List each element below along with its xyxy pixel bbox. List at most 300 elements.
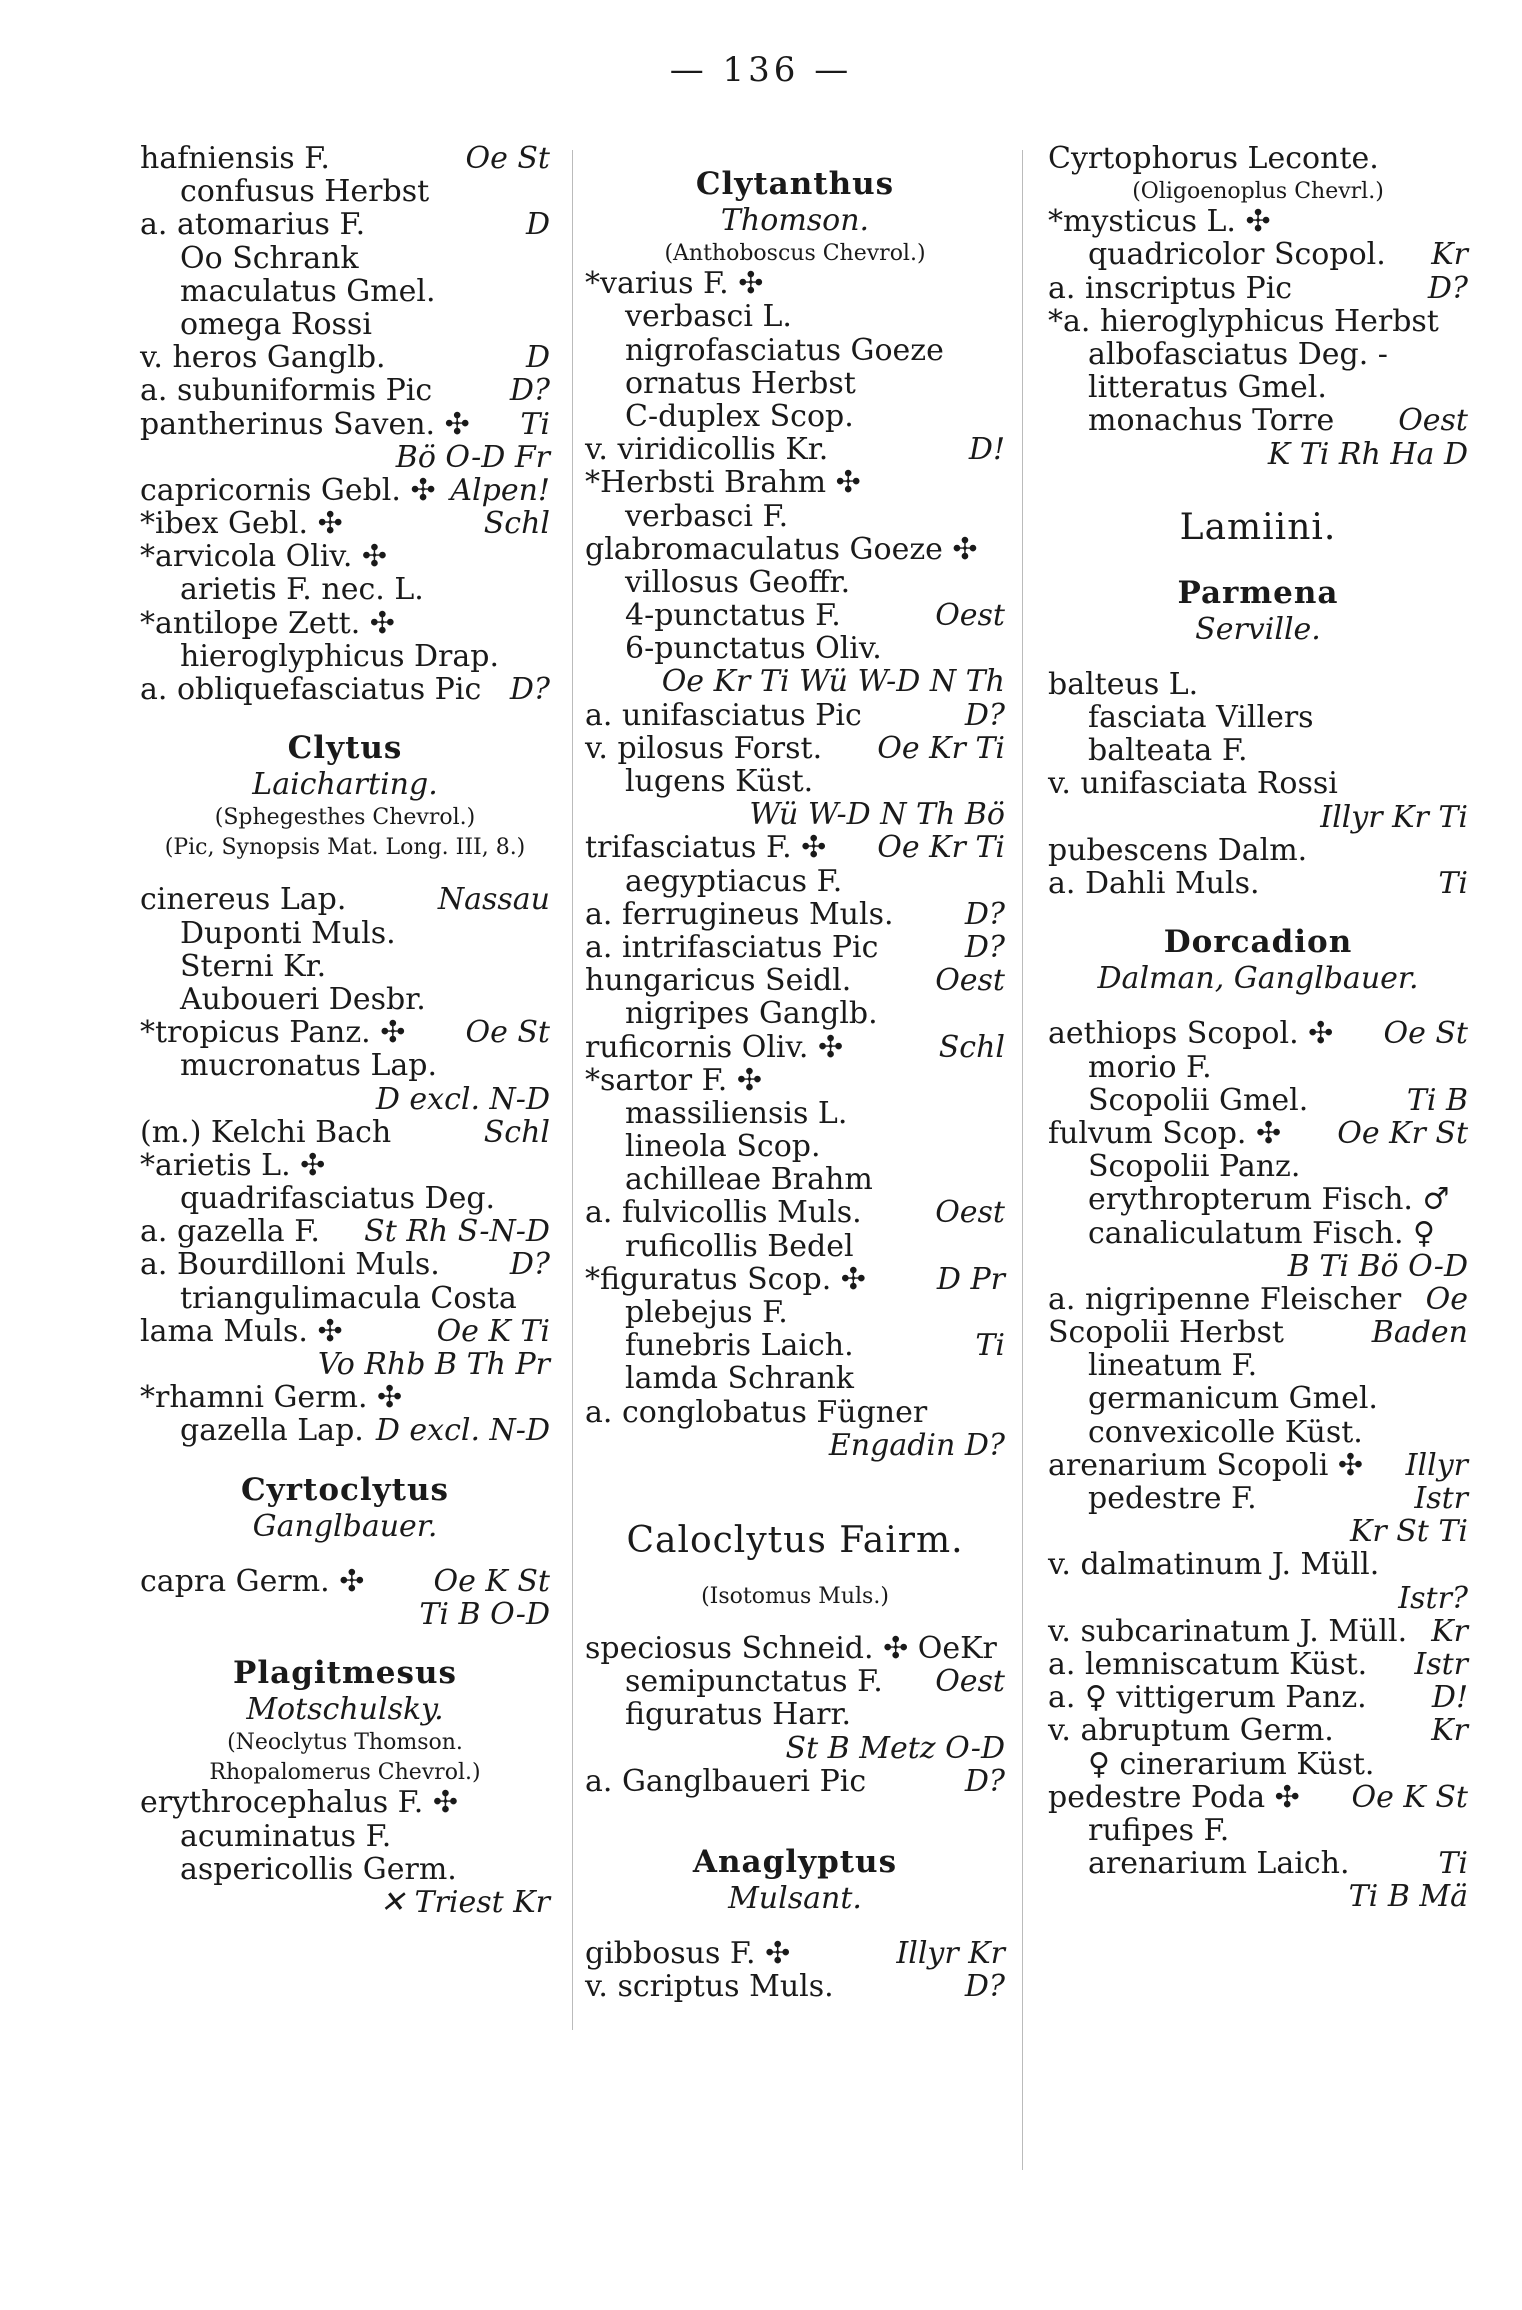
species-entry [1048, 1648, 1468, 1681]
species-name: a. gazella F. [140, 1214, 320, 1250]
species-entry [140, 308, 550, 341]
species-entry [1048, 1449, 1468, 1482]
species-entry [585, 765, 1005, 798]
genus-heading: Plagitmesus [233, 1655, 457, 1692]
species-name: semipunctatus F. [625, 1664, 883, 1700]
species-entry [140, 1853, 550, 1886]
species-name: hungaricus Seidl. [585, 963, 852, 999]
genus-heading: Clytanthus [695, 166, 895, 202]
distribution: Oe K Ti [436, 1313, 550, 1349]
species-name: erythrocephalus F. ✣ [140, 1785, 458, 1821]
distribution: Baden [1371, 1315, 1468, 1351]
spacer [585, 1462, 1005, 1484]
synonym-note: (Isotomus Muls.) [701, 1583, 889, 1609]
distribution-line: St B Metz O-D [785, 1730, 1005, 1766]
distribution: Kr [1431, 1713, 1468, 1749]
species-entry [140, 607, 550, 640]
species-name: morio F. [1088, 1049, 1212, 1085]
synonym-note: (Oligoenoplus Chevrl.) [1132, 179, 1384, 205]
spacer [585, 1915, 1005, 1937]
species-name: speciosus Schneid. ✣ OeKr [585, 1630, 997, 1666]
species-name: *mysticus L. ✣ [1048, 204, 1271, 240]
species-entry [140, 1565, 550, 1598]
distribution: Istr [1414, 1481, 1468, 1516]
species-entry [140, 1215, 550, 1248]
species-entry [585, 831, 1005, 864]
species-name: pantherinus Saven. ✣ [140, 406, 470, 442]
distribution-line: Oe Kr Ti Wü W-D N Th [661, 664, 1005, 700]
species-entry [140, 1820, 550, 1853]
species-name: villosus Geoffr. [625, 564, 851, 600]
distribution-line: Bö O-D Fr [395, 439, 550, 475]
species-entry [585, 1130, 1005, 1163]
distribution: Oe K St [433, 1563, 550, 1599]
distribution: D [525, 207, 550, 243]
species-entry [585, 400, 1005, 433]
species-name: (m.) Kelchi Bach [140, 1114, 392, 1150]
distribution-line: K Ti Rh Ha D [1267, 436, 1468, 472]
species-entry [585, 1329, 1005, 1362]
species-name: erythropterum Fisch. ♂ [1088, 1182, 1450, 1218]
genus-heading: Lamiini. [1179, 506, 1337, 548]
distribution-line: Illyr Kr Ti [1320, 799, 1468, 835]
genus-heading: Caloclytus Fairm. [626, 1519, 964, 1561]
species-entry [1048, 1283, 1468, 1316]
species-entry [140, 540, 550, 573]
species-entry [140, 175, 550, 208]
genus-heading: Parmena [1177, 574, 1339, 611]
species-name: v. viridicollis Kr. [585, 432, 829, 468]
species-name: ruficornis Oliv. ✣ [585, 1029, 844, 1065]
species-name: aegyptiacus F. [625, 863, 843, 899]
species-name: germanicum Gmel. [1088, 1381, 1378, 1417]
spacer [585, 1610, 1005, 1632]
species-entry [1048, 867, 1468, 900]
species-entry [585, 1362, 1005, 1395]
species-name: quadricolor Scopol. [1088, 237, 1386, 273]
species-entry [1048, 1681, 1468, 1714]
species-name: lamda Schrank [625, 1361, 854, 1397]
distribution: Ti [1438, 1846, 1468, 1882]
genus-author: Dalman, Ganglbauer. [1097, 961, 1419, 997]
distribution: Alpen! [450, 472, 550, 508]
distribution: Oe [1425, 1281, 1468, 1317]
spacer [585, 1798, 1005, 1820]
species-entry [140, 673, 550, 706]
distribution: Oest [935, 598, 1005, 634]
species-entry [585, 433, 1005, 466]
species-name: a. inscriptus Pic [1048, 270, 1293, 306]
species-entry [585, 632, 1005, 665]
species-name: 4-punctatus F. [625, 598, 841, 634]
species-entry [1048, 1217, 1468, 1250]
species-entry [140, 408, 550, 441]
species-name: a. conglobatus Fügner [585, 1394, 928, 1430]
species-name: v. heros Ganglb. [140, 340, 386, 376]
distribution: D? [964, 1763, 1005, 1799]
species-name: Scopolii Gmel. [1088, 1082, 1309, 1118]
species-entry [140, 275, 550, 308]
species-entry [1048, 1748, 1468, 1781]
genus-author: Laicharting. [252, 767, 438, 803]
species-name: aethiops Scopol. ✣ [1048, 1016, 1334, 1052]
distribution-line: B Ti Bö O-D [1287, 1248, 1468, 1284]
species-name: pedestre Poda ✣ [1048, 1779, 1300, 1815]
species-entry [1048, 1814, 1468, 1847]
species-entry [140, 1149, 550, 1182]
species-entry [140, 1016, 550, 1049]
species-entry [585, 997, 1005, 1030]
species-entry [585, 599, 1005, 632]
species-entry [585, 466, 1005, 499]
species-entry [585, 566, 1005, 599]
synonym-note: (Neoclytus Thomson. [227, 1730, 463, 1756]
species-name: *Herbsti Brahm ✣ [585, 465, 861, 501]
species-entry [585, 699, 1005, 732]
species-name: a. Ganglbaueri Pic [585, 1763, 867, 1799]
species-name: balteata F. [1088, 733, 1248, 769]
distribution-line: D excl. N-D [375, 1081, 550, 1117]
distribution: D? [964, 929, 1005, 965]
species-name: pubescens Dalm. [1048, 832, 1308, 868]
species-name: Scopolii Herbst [1048, 1315, 1284, 1351]
distribution: D! [1431, 1680, 1468, 1716]
genus-heading: Dorcadion [1163, 924, 1353, 961]
species-entry [1048, 238, 1468, 271]
species-entry [1048, 1349, 1468, 1382]
column-divider [572, 150, 573, 2030]
species-name: Duponti Muls. [180, 915, 396, 951]
species-entry [1048, 834, 1468, 867]
species-name: a. lemniscatum Küst. [1048, 1646, 1368, 1682]
species-name: rufipes F. [1088, 1812, 1230, 1848]
species-entry [1048, 1017, 1468, 1050]
genus-author: Motschulsky. [246, 1692, 444, 1728]
species-name: a. Bourdilloni Muls. [140, 1247, 440, 1283]
distribution-line: Engadin D? [828, 1427, 1005, 1463]
species-name: verbasci F. [625, 498, 789, 534]
species-name: arenarium Scopoli ✣ [1048, 1447, 1363, 1483]
species-entry [140, 1049, 550, 1082]
species-entry [1048, 1781, 1468, 1814]
spacer [1048, 995, 1468, 1017]
species-name: *a. hieroglyphicus Herbst [1048, 303, 1439, 339]
distribution: Ti B [1406, 1082, 1468, 1118]
species-name: a. intrifasciatus Pic [585, 929, 879, 965]
species-name: mucronatus Lap. [180, 1048, 438, 1084]
species-entry [1048, 668, 1468, 701]
column-divider [1022, 150, 1023, 2170]
species-name: litteratus Gmel. [1088, 370, 1327, 406]
distribution-line: Wü W-D N Th Bö [749, 797, 1005, 833]
species-entry [1048, 1382, 1468, 1415]
distribution: D [525, 340, 550, 376]
species-name: *arietis L. ✣ [140, 1147, 326, 1183]
species-name: omega Rossi [180, 306, 372, 342]
spacer [1048, 646, 1468, 668]
species-entry [1048, 1316, 1468, 1349]
distribution: Oe St [465, 1015, 550, 1051]
species-name: confusus Herbst [180, 174, 430, 210]
species-entry [140, 917, 550, 950]
species-name: a. ♀ vittigerum Panz. [1048, 1680, 1367, 1716]
species-name: 6-punctatus Oliv. [625, 631, 882, 667]
spacer [140, 861, 550, 883]
distribution: Ti [975, 1328, 1005, 1364]
species-name: v. unifasciata Rossi [1048, 766, 1338, 802]
species-name: arietis F. nec. L. [180, 572, 424, 608]
species-name: verbasci L. [625, 299, 792, 335]
species-entry [585, 931, 1005, 964]
species-name: aspericollis Germ. [180, 1851, 457, 1887]
column-1 [140, 142, 550, 1919]
species-name: Sterni Kr. [180, 948, 327, 984]
page-number: — 136 — [669, 50, 853, 90]
species-entry [140, 1315, 550, 1348]
species-entry [585, 1698, 1005, 1731]
species-name: *ibex Gebl. ✣ [140, 506, 343, 542]
distribution-line: ✕ Triest Kr [379, 1884, 550, 1920]
distribution: D Pr [936, 1261, 1005, 1297]
species-name: v. subcarinatum J. Müll. [1048, 1613, 1408, 1649]
species-name: *varius F. ✣ [585, 266, 764, 302]
species-name: a. nigripenne Fleischer [1048, 1281, 1402, 1317]
species-entry [585, 500, 1005, 533]
species-entry [585, 1031, 1005, 1064]
species-name: v. scriptus Muls. [585, 1969, 834, 2005]
distribution-line: Ti B O-D [419, 1596, 550, 1632]
species-entry [1048, 1847, 1468, 1880]
genus-heading: Anaglyptus [692, 1843, 898, 1880]
distribution: Illyr Kr [896, 1936, 1005, 1972]
distribution-line: Kr St Ti [1349, 1514, 1468, 1550]
genus-author: Mulsant. [728, 1880, 862, 1916]
species-entry [585, 1196, 1005, 1229]
species-entry [140, 1414, 550, 1447]
species-name: arenarium Laich. [1088, 1846, 1350, 1882]
distribution: Kr [1431, 237, 1468, 273]
species-entry [1048, 1615, 1468, 1648]
species-name: a. fulvicollis Muls. [585, 1195, 862, 1231]
species-entry [140, 640, 550, 673]
distribution: D excl. N-D [375, 1413, 550, 1449]
species-name: lugens Küst. [625, 764, 814, 799]
species-name: achilleae Brahm [625, 1162, 873, 1198]
species-entry [140, 1116, 550, 1149]
species-name: maculatus Gmel. [180, 273, 436, 309]
species-entry [1048, 1117, 1468, 1150]
synonym-note: (Pic, Synopsis Mat. Long. III, 8.) [164, 835, 526, 861]
distribution: Schl [938, 1029, 1005, 1065]
genus-heading: Clytus [287, 730, 403, 767]
distribution: Oe St [1383, 1016, 1468, 1052]
species-entry [140, 1282, 550, 1315]
species-name: ♀ cinerarium Küst. [1088, 1746, 1375, 1782]
species-name: *sartor F. ✣ [585, 1062, 762, 1098]
species-entry [140, 883, 550, 916]
species-name: gazella Lap. [180, 1413, 364, 1449]
species-entry [1048, 1183, 1468, 1216]
species-name: albofasciatus Deg. - [1088, 336, 1388, 372]
species-name: pedestre F. [1088, 1481, 1257, 1516]
species-name: hafniensis F. [140, 141, 330, 176]
species-name: capra Germ. ✣ [140, 1563, 365, 1599]
species-name: fasciata Villers [1088, 700, 1314, 736]
species-name: hieroglyphicus Drap. [180, 638, 500, 674]
species-name: nigrofasciatus Goeze [625, 332, 944, 368]
species-entry [585, 1064, 1005, 1097]
species-name: funebris Laich. [625, 1328, 854, 1364]
species-entry [585, 533, 1005, 566]
distribution: Illyr [1405, 1447, 1468, 1483]
species-entry [585, 1970, 1005, 2003]
species-name: Cyrtophorus Leconte. [1048, 141, 1379, 176]
species-name: *arvicola Oliv. ✣ [140, 539, 388, 575]
species-entry [585, 1263, 1005, 1296]
species-entry [1048, 338, 1468, 371]
genus-author: Serville. [1195, 611, 1321, 647]
species-entry [585, 334, 1005, 367]
species-entry [140, 1786, 550, 1819]
species-entry [585, 1097, 1005, 1130]
species-name: lineatum F. [1088, 1348, 1258, 1384]
distribution-line: Vo Rhb B Th Pr [317, 1347, 550, 1382]
species-entry [585, 1163, 1005, 1196]
species-entry [140, 1381, 550, 1414]
species-name: a. unifasciatus Pic [585, 697, 862, 733]
species-name: *tropicus Panz. ✣ [140, 1015, 406, 1051]
species-name: fulvum Scop. ✣ [1048, 1115, 1282, 1151]
distribution: Oe K St [1351, 1779, 1468, 1815]
distribution: D? [509, 373, 550, 409]
species-entry [140, 1182, 550, 1215]
species-name: massiliensis L. [625, 1095, 848, 1131]
species-entry [1048, 701, 1468, 734]
species-entry [585, 367, 1005, 400]
species-name: v. dalmatinum J. Müll. [1048, 1547, 1380, 1583]
species-entry [140, 950, 550, 983]
species-entry [1048, 1416, 1468, 1449]
spacer [140, 1543, 550, 1565]
species-entry [1048, 1150, 1468, 1183]
distribution: Schl [483, 506, 550, 542]
distribution: D? [1427, 270, 1468, 306]
distribution-line: Istr? [1398, 1580, 1468, 1616]
species-entry [585, 267, 1005, 300]
species-entry [1048, 1084, 1468, 1117]
species-entry [585, 300, 1005, 333]
species-name: *antilope Zett. ✣ [140, 605, 395, 641]
distribution: D? [964, 1969, 1005, 2005]
species-entry [140, 1248, 550, 1281]
species-name: glabromaculatus Goeze ✣ [585, 531, 978, 567]
species-name: a. obliquefasciatus Pic [140, 672, 482, 707]
species-name: plebejus F. [625, 1295, 788, 1330]
species-name: ruficollis Bedel [625, 1228, 854, 1264]
species-name: lama Muls. ✣ [140, 1313, 343, 1349]
distribution: D? [509, 1247, 550, 1283]
genus-author: Ganglbauer. [252, 1508, 438, 1544]
distribution: Ti [520, 406, 550, 442]
species-name: a. atomarius F. [140, 207, 366, 243]
species-entry [140, 374, 550, 407]
distribution: D! [968, 432, 1005, 468]
species-name: quadrifasciatus Deg. [180, 1181, 496, 1217]
species-name: *figuratus Scop. ✣ [585, 1261, 866, 1297]
distribution: Schl [483, 1114, 550, 1150]
species-name: a. Dahli Muls. [1048, 866, 1260, 901]
species-name: v. pilosus Forst. [585, 730, 823, 766]
species-name: v. abruptum Germ. [1048, 1713, 1334, 1749]
species-entry [585, 1765, 1005, 1798]
species-entry [140, 341, 550, 374]
species-entry [140, 983, 550, 1016]
species-entry [1048, 205, 1468, 238]
species-name: monachus Torre [1088, 403, 1335, 439]
distribution: Oest [935, 1195, 1005, 1231]
species-name: acuminatus F. [180, 1818, 392, 1854]
distribution: Istr [1414, 1646, 1468, 1682]
distribution: Nassau [437, 882, 550, 918]
species-name: trifasciatus F. ✣ [585, 830, 827, 866]
distribution: Oe Kr St [1337, 1115, 1468, 1151]
species-entry [585, 964, 1005, 997]
column-3 [1048, 142, 1468, 1913]
species-name: ornatus Herbst [625, 365, 856, 401]
species-entry [1048, 272, 1468, 305]
species-entry [1048, 404, 1468, 437]
species-entry [140, 474, 550, 507]
species-name: Auboueri Desbr. [180, 981, 426, 1017]
distribution: D? [964, 697, 1005, 733]
distribution-line: Ti B Mä [1348, 1879, 1468, 1915]
distribution: Oest [935, 1664, 1005, 1700]
distribution: Ti [1438, 866, 1468, 901]
synonym-note: (Anthoboscus Chevrol.) [664, 241, 926, 267]
species-name: lineola Scop. [625, 1129, 821, 1165]
species-name: triangulimacula Costa [180, 1280, 517, 1316]
species-name: *rhamni Germ. ✣ [140, 1380, 403, 1416]
species-entry [585, 1937, 1005, 1970]
distribution: Oest [1398, 403, 1468, 439]
species-name: C-duplex Scop. [625, 398, 854, 434]
species-entry [585, 898, 1005, 931]
species-name: capricornis Gebl. ✣ [140, 472, 436, 508]
column-2 [585, 142, 1005, 2003]
species-entry [1048, 1714, 1468, 1747]
genus-heading: Cyrtoclytus [241, 1471, 449, 1508]
species-entry [1048, 1051, 1468, 1084]
species-entry [1048, 767, 1468, 800]
species-entry [585, 732, 1005, 765]
species-entry [585, 1632, 1005, 1665]
species-entry [1048, 142, 1468, 175]
species-name: nigripes Ganglb. [625, 996, 878, 1032]
genus-author: Thomson. [720, 203, 870, 238]
species-name: Scopolii Panz. [1088, 1149, 1301, 1185]
species-entry [1048, 1482, 1468, 1515]
distribution: St Rh S-N-D [364, 1214, 550, 1250]
species-entry [585, 1396, 1005, 1429]
synonym-note: Rhopalomerus Chevrol.) [209, 1760, 481, 1786]
species-entry [1048, 734, 1468, 767]
species-entry [140, 573, 550, 606]
species-entry [585, 1296, 1005, 1329]
species-entry [140, 507, 550, 540]
distribution: D? [964, 896, 1005, 932]
distribution: Oe Kr Ti [877, 730, 1005, 766]
species-entry [585, 1665, 1005, 1698]
